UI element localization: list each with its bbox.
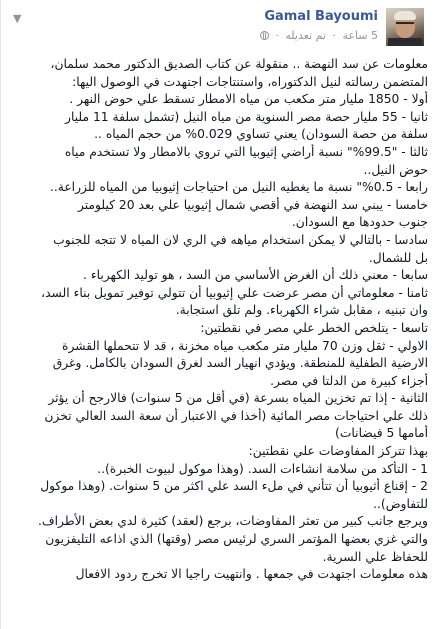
post-line: وان تبنيه ، مقابل شراء الكهرباء. ولم تلق استجابة. (175, 303, 428, 318)
post-line: أجزاء كبيرة من الدلتا في مصر. (270, 373, 428, 388)
post-line: الثانية - إذا تم تخزين المياه بسرعة (في أقل من 5 سنوات) فالارجح أن يؤثر (48, 391, 428, 406)
post-line: أولا - 1850 مليار متر مكعب من مياه الامطار تسقط علي حوض النهر . (69, 92, 428, 107)
post-line: 1 - التأكد من سلامة انشاءات السد. (وهذا موكول لبيوت الخبرة).. (97, 461, 428, 476)
post-line: الاولي - ثقل وزن 70 مليار متر مكعب مياه مخزنة ، قد لا تتحملها القشرة (62, 338, 428, 353)
post-line: سابعا - معني ذلك أن الغرض الأساسي من السد ، هو توليد الكهرباء . (83, 268, 428, 283)
post-line: أمامها 5 فيضانات) (335, 426, 428, 441)
post-line: سلفة من حصة السودان) يعني تساوي 0.029% من حجم المياه .. (94, 127, 428, 142)
post-body (5, 56, 428, 584)
post-line: معلومات عن سد النهضة .. منقولة عن كتاب الصديق الدكتور محمد سلمان، (50, 57, 428, 71)
post-line: سادسا - بالتالي لا يمكن استخدام مياهه في الري لان المياه لا تتجه للجنوب (53, 232, 428, 247)
post-line: حوض النيل.. (363, 162, 428, 177)
globe-icon[interactable] (260, 31, 269, 40)
post-line: تاسعا - يتلخص الخطر علي مصر في نقطتين: (200, 320, 428, 335)
post-line: بهذا تتركز المفاوضات علي نقطتين: (248, 444, 428, 459)
post-line: المتضمن رسالته لنيل الدكتوراه، واستنتاجات اجتهدت في الوصول اليها: (72, 74, 428, 89)
post-meta (260, 29, 378, 42)
author-avatar[interactable] (386, 8, 424, 46)
post-line: ويرجع جانب كبير من تعثر المفاوضات، برجع (لعقد) كثيرة لدي بعض الأطراف. (37, 514, 428, 529)
post-line: الارضية الطفلية للمنطقة. ويؤدي انهيار السد لغرق السودان بالكامل. وغرق (52, 356, 428, 371)
author-name[interactable]: Gamal Bayoumi (264, 9, 378, 24)
post-line: رابعا - 0.5%" نسبة ما يغطيه النيل من احتياجات إثيوبيا من المياه للزراعة.. (49, 180, 428, 195)
post-line: ثامنا - معلوماتي أن مصر عرضت علي إثيوبيا أن تتولي توفير تمويل بناء السد، (41, 285, 428, 300)
chevron-down-icon[interactable]: ▼ (13, 12, 22, 25)
post-line: ثالثا - "99.5%" نسبة أراضي إثيوبيا التي تروي بالامطار ولا تستخدم مياه (64, 144, 428, 159)
post-line: 2 - إقناع أثيوبيا أن تتأني في ملء السد علي اكثر من 5 سنوات. (وهذا موكول (40, 479, 428, 494)
post-line: ذلك علي احتياجات مصر المائية (أخذا في الاعتبار أن سعة السد العالي تخزن (44, 408, 428, 423)
post-line: خامسا - يبني سد النهضة في أقصي شمال إثيوبيا علي بعد 20 كيلومتر (77, 197, 428, 212)
post-line: والتي غزي بعضها المؤتمر السري لرئيس مصر (وقتها) الذي اذاعه التليفزيون (45, 532, 428, 547)
meta-separator: · (332, 29, 336, 42)
edited-label[interactable]: تم تعديله (285, 29, 326, 42)
avatar-shirt (388, 38, 422, 46)
post-header (1, 0, 436, 50)
post-time[interactable]: 5 ساعة (342, 29, 378, 42)
post-line: للتفاوض).. (373, 496, 428, 511)
avatar-hair (394, 11, 416, 20)
post-line: للحفاظ علي السرية. (322, 549, 428, 564)
avatar-glasses (396, 22, 414, 28)
post-line: هذه معلومات اجتهدت في جمعها . وانتهيت راجيا الا تخرج ردود الافعال (75, 567, 428, 582)
post-line: ثانيا - 55 مليار حصة مصر السنوية من مياه النيل (تشمل سلفة 11 مليار (65, 109, 428, 124)
post-line: بل للشمال. (368, 250, 428, 265)
meta-separator-2: · (275, 29, 279, 42)
post-line: جنوب حدودها مع السودان. (291, 215, 428, 230)
